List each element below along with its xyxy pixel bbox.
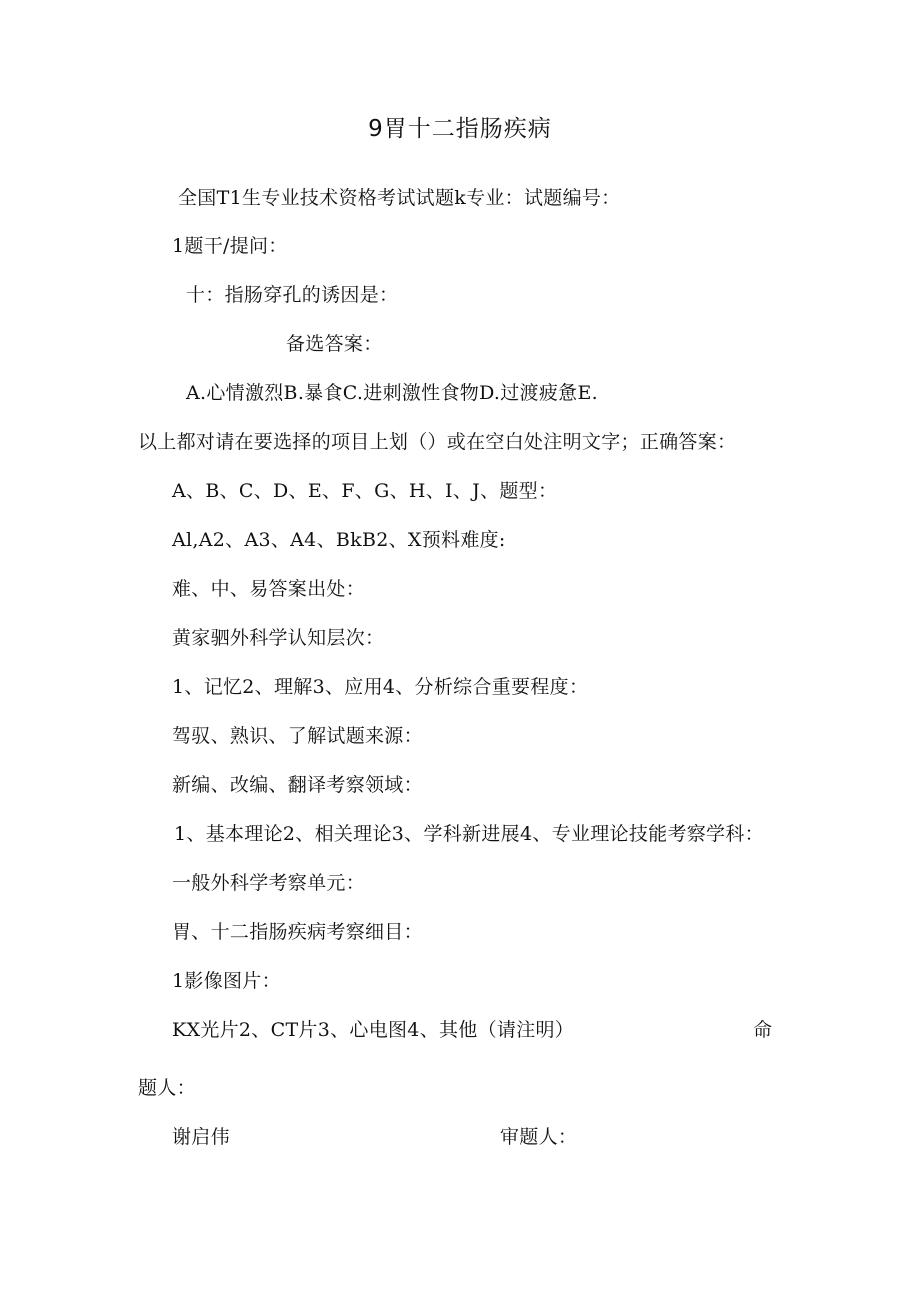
image-label-line: 1影像图片： xyxy=(172,970,281,992)
answer-options-label: 备选答案： xyxy=(286,333,383,355)
source-line: 黄家驷外科学认知层次： xyxy=(172,627,385,649)
image-types-line: KX光片2、CT片3、心电图4、其他（请注明） xyxy=(172,1019,575,1041)
document-title: 9胃十二指肠疾病 xyxy=(368,116,552,142)
question-source-line: 新编、改编、翻译考察领域： xyxy=(172,774,423,796)
exam-header-line: 全国T1生专业技术资格考试试题k专业：试题编号： xyxy=(178,187,621,209)
subject-line: 一般外科学考察单元： xyxy=(172,872,366,894)
instruction-line: 以上都对请在要选择的项目上划（）或在空白处注明文字；正确答案： xyxy=(138,431,737,453)
cognitive-level-line: 1、记忆2、理解3、应用4、分析综合重要程度： xyxy=(172,676,589,698)
question-stem-label: 1题干/提问： xyxy=(172,235,288,257)
importance-line: 驾驭、熟识、了解试题来源： xyxy=(172,725,423,747)
question-type-line: Al,A2、A3、A4、BkB2、X预料难度: xyxy=(172,529,506,551)
answer-options: A.心情激烈B.暴食C.进刺激性食物D.过渡疲惫E. xyxy=(186,382,598,404)
answer-letters-line: A、B、C、D、E、F、G、H、I、J、题型： xyxy=(172,480,558,502)
reviewer-label: 审题人： xyxy=(500,1126,578,1148)
field-line: 1、基本理论2、相关理论3、学科新进展4、专业理论技能考察学科： xyxy=(174,823,764,845)
question-text: 十：指肠穿孔的诱因是： xyxy=(186,284,399,306)
author-name: 谢启伟 xyxy=(172,1126,230,1148)
author-label-end: 题人： xyxy=(138,1077,196,1099)
difficulty-line: 难、中、易答案出处： xyxy=(172,578,366,600)
author-label-start: 命 xyxy=(753,1019,773,1041)
unit-line: 胃、十二指肠疾病考察细目： xyxy=(172,921,423,943)
